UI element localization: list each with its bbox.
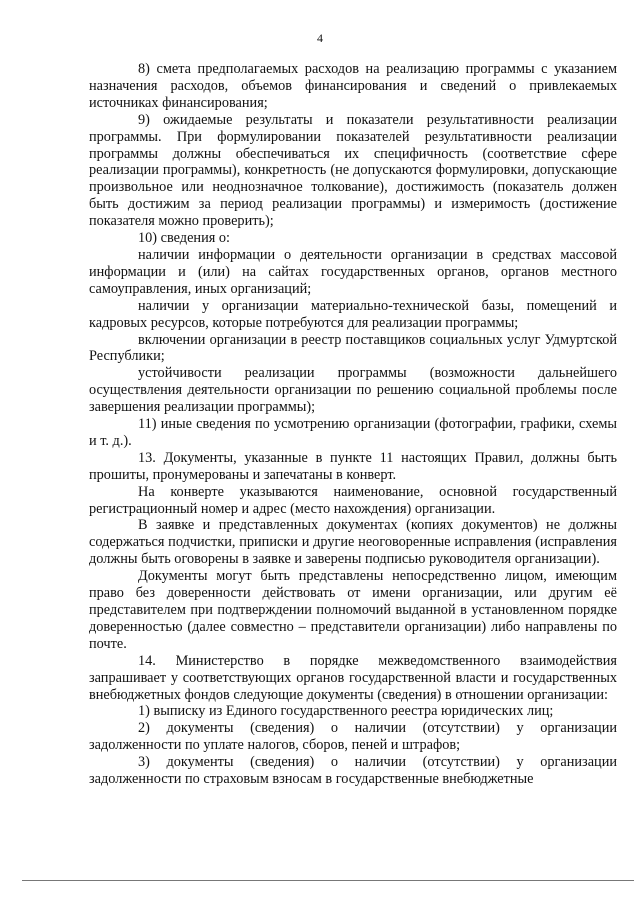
paragraph-list-item-3: 3) документы (сведения) о наличии (отсутствии) у организации задолженности по страховым взносам в государственные внебюджетные	[89, 754, 617, 788]
page-number: 4	[317, 31, 323, 45]
paragraph-13-documents-sealed: 13. Документы, указанные в пункте 11 настоящих Правил, должны быть прошиты, пронумерованы и запечатаны в конверт.	[89, 449, 617, 483]
paragraph-14-ministry-requests: 14. Министерство в порядке межведомственного взаимодействия запрашивает у соответствующих органов государственной власти и государственных внебюджетных фондов следующие документы (сведения) в отношении организации:	[89, 652, 617, 703]
paragraph-submission: Документы могут быть представлены непосредственно лицом, имеющим право без доверенности действовать от имени организации, или другим её представителем при подтверждении полномочий выданной в установленном порядке доверенностью (далее совместно – представители организации) либо направлены по почте.	[89, 568, 617, 652]
paragraph-11-other-info: 11) иные сведения по усмотрению организации (фотографии, графики, схемы и т. д.).	[89, 416, 617, 449]
paragraph-10-information-about: 10) сведения о:	[138, 230, 230, 247]
document-body	[89, 61, 617, 788]
bottom-divider	[22, 880, 634, 881]
paragraph-media-presence: наличии информации о деятельности организации в средствах массовой информации и (или) на сайтах государственных органов, органов местного самоуправления, иных организаций;	[89, 246, 617, 297]
paragraph-sustainability: устойчивости реализации программы (возможности дальнейшего осуществления деятельности организации по решению социальной проблемы после завершения реализации программы);	[89, 365, 617, 416]
paragraph-9-expected-results: 9) ожидаемые результаты и показатели результативности реализации программы. При формулировании показателей результативности реализации программы должны обеспечиваться их специфичность (соответствие сфере реализации программы), конкретность (не допускаются формулировки, допускающие произвольное или неоднозначное толкование), достижимость (показатель должен быть достижим за период реализации программы) и измеримость (достижение показателя можно проверить);	[89, 111, 617, 230]
paragraph-list-item-1: 1) выписку из Единого государственного реестра юридических лиц;	[138, 703, 554, 720]
paragraph-registry-inclusion: включении организации в реестр поставщиков социальных услуг Удмуртской Республики;	[89, 331, 617, 365]
paragraph-list-item-2: 2) документы (сведения) о наличии (отсутствии) у организации задолженности по уплате налогов, сборов, пеней и штрафов;	[89, 720, 617, 754]
paragraph-8-cost-estimate: 8) смета предполагаемых расходов на реализацию программы с указанием назначения расходов, объемов финансирования и сведений о привлекаемых источниках финансирования;	[89, 61, 617, 111]
paragraph-no-corrections: В заявке и представленных документах (копиях документов) не должны содержаться подчистки, приписки и другие неоговоренные исправления (исправления должны быть оговорены в заявке и заверены подписью руководителя организации).	[89, 517, 617, 568]
paragraph-envelope: На конверте указываются наименование, основной государственный регистрационный номер и адрес (место нахождения) организации.	[89, 483, 617, 517]
paragraph-material-base: наличии у организации материально-технической базы, помещений и кадровых ресурсов, которые потребуются для реализации программы;	[89, 297, 617, 331]
